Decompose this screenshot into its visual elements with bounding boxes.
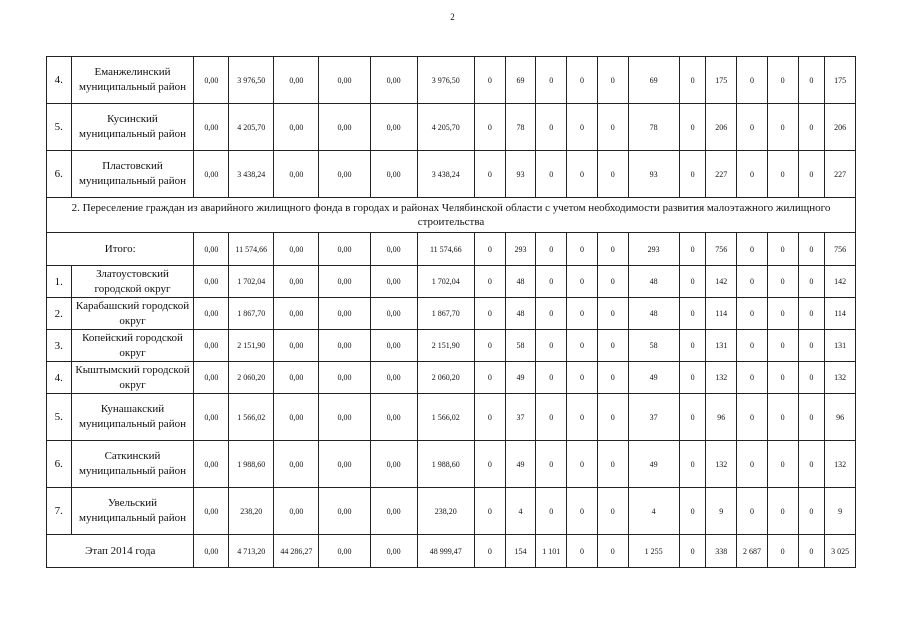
table-cell: 0,00 <box>274 298 319 330</box>
table-row <box>47 151 856 198</box>
table-cell: 37 <box>505 394 536 441</box>
row-number: 3. <box>47 330 72 362</box>
table-cell: 0 <box>474 394 505 441</box>
table-cell: 0 <box>474 298 505 330</box>
municipality-name: Кунашакский муниципальный район <box>71 394 194 441</box>
table-cell: 175 <box>706 57 737 104</box>
table-cell: 3 025 <box>825 535 856 568</box>
table-cell: 0,00 <box>274 441 319 488</box>
table-cell: 0 <box>679 104 706 151</box>
table-cell: 0 <box>567 233 598 266</box>
table-cell: 0 <box>536 488 567 535</box>
table-cell: 1 702,04 <box>229 266 274 298</box>
table-cell: 48 999,47 <box>417 535 474 568</box>
table-cell: 69 <box>628 57 679 104</box>
table-cell: 0 <box>474 233 505 266</box>
table-cell: 756 <box>706 233 737 266</box>
table-cell: 0,00 <box>370 441 417 488</box>
table-cell: 0 <box>597 233 628 266</box>
table-cell: 0 <box>567 488 598 535</box>
municipality-name: Карабашский городской округ <box>71 298 194 330</box>
table-cell: 93 <box>628 151 679 198</box>
table-cell: 11 574,66 <box>417 233 474 266</box>
table-cell: 0,00 <box>370 488 417 535</box>
table-cell: 0,00 <box>319 535 370 568</box>
table-cell: 0,00 <box>370 394 417 441</box>
table-cell: 3 438,24 <box>417 151 474 198</box>
table-cell: 3 976,50 <box>229 57 274 104</box>
table-cell: 0,00 <box>319 151 370 198</box>
row-number: 6. <box>47 151 72 198</box>
table-cell: 0 <box>474 57 505 104</box>
table-cell: 0 <box>597 394 628 441</box>
row-number: 5. <box>47 394 72 441</box>
table-cell: 2 060,20 <box>417 362 474 394</box>
table-row <box>47 441 856 488</box>
table-cell: 0 <box>536 330 567 362</box>
table-cell: 49 <box>505 441 536 488</box>
table-cell: 0 <box>567 104 598 151</box>
table-cell: 0 <box>597 362 628 394</box>
table-cell: 0,00 <box>370 266 417 298</box>
municipality-name: Еманжелинский муниципальный район <box>71 57 194 104</box>
table-cell: 206 <box>706 104 737 151</box>
table-cell: 4 205,70 <box>229 104 274 151</box>
table-cell: 0 <box>679 266 706 298</box>
table-cell: 1 566,02 <box>229 394 274 441</box>
table-cell: 0,00 <box>319 298 370 330</box>
table-cell: 142 <box>706 266 737 298</box>
table-cell: 1 988,60 <box>417 441 474 488</box>
table-cell: 48 <box>505 266 536 298</box>
stage-label: Этап 2014 года <box>47 535 194 568</box>
table-cell: 0 <box>767 362 798 394</box>
table-cell: 0,00 <box>319 330 370 362</box>
table-cell: 0 <box>767 104 798 151</box>
table-cell: 0 <box>767 535 798 568</box>
table-cell: 0 <box>597 151 628 198</box>
table-cell: 0 <box>536 233 567 266</box>
table-cell: 0 <box>767 151 798 198</box>
table-cell: 338 <box>706 535 737 568</box>
table-cell: 0,00 <box>194 362 229 394</box>
table-cell: 0,00 <box>370 57 417 104</box>
table-cell: 1 867,70 <box>229 298 274 330</box>
table-cell: 0 <box>767 57 798 104</box>
table-cell: 0 <box>567 266 598 298</box>
table-cell: 0 <box>798 151 825 198</box>
table-cell: 0 <box>679 362 706 394</box>
table-cell: 0 <box>737 57 768 104</box>
table-cell: 0 <box>737 488 768 535</box>
table-cell: 0,00 <box>194 441 229 488</box>
table-cell: 0 <box>737 394 768 441</box>
table-cell: 0 <box>767 441 798 488</box>
table-cell: 0 <box>474 441 505 488</box>
table-cell: 0 <box>536 441 567 488</box>
table-cell: 0 <box>474 151 505 198</box>
table-cell: 0 <box>679 441 706 488</box>
table-cell: 4 205,70 <box>417 104 474 151</box>
table-cell: 0,00 <box>194 488 229 535</box>
table-cell: 227 <box>825 151 856 198</box>
table-row <box>47 330 856 362</box>
table-cell: 132 <box>825 441 856 488</box>
table-cell: 0 <box>679 394 706 441</box>
table-cell: 0,00 <box>370 535 417 568</box>
table-cell: 0,00 <box>194 151 229 198</box>
table-cell: 0 <box>798 298 825 330</box>
municipality-name: Увельский муниципальный район <box>71 488 194 535</box>
table-cell: 0 <box>567 151 598 198</box>
table-cell: 0,00 <box>319 266 370 298</box>
table-cell: 78 <box>628 104 679 151</box>
table-cell: 0 <box>798 104 825 151</box>
table-cell: 0 <box>798 330 825 362</box>
table-cell: 293 <box>505 233 536 266</box>
row-number: 7. <box>47 488 72 535</box>
table-cell: 0 <box>597 57 628 104</box>
table-cell: 0 <box>798 394 825 441</box>
table-cell: 0 <box>567 394 598 441</box>
table-cell: 0,00 <box>194 330 229 362</box>
table-cell: 0 <box>679 535 706 568</box>
table-cell: 0 <box>597 104 628 151</box>
municipality-name: Кыштымский городской округ <box>71 362 194 394</box>
table-cell: 0,00 <box>370 104 417 151</box>
table-cell: 96 <box>825 394 856 441</box>
stage-total-row <box>47 535 856 568</box>
table-cell: 0 <box>597 535 628 568</box>
table-cell: 0 <box>737 151 768 198</box>
table-cell: 4 <box>628 488 679 535</box>
row-number: 4. <box>47 362 72 394</box>
table-cell: 293 <box>628 233 679 266</box>
table-cell: 0 <box>536 151 567 198</box>
table-cell: 0,00 <box>370 298 417 330</box>
table-cell: 0 <box>567 57 598 104</box>
table-cell: 78 <box>505 104 536 151</box>
table-cell: 142 <box>825 266 856 298</box>
table-cell: 114 <box>825 298 856 330</box>
table-cell: 0,00 <box>274 57 319 104</box>
table-cell: 0 <box>597 298 628 330</box>
resettlement-table <box>46 56 856 568</box>
table-cell: 0 <box>536 104 567 151</box>
table-cell: 0 <box>567 441 598 488</box>
section-title: 2. Переселение граждан из аварийного жилищного фонда в городах и районах Челябинской области с учетом необходимости развития малоэтажного жилищного строительства <box>47 198 856 233</box>
table-cell: 132 <box>825 362 856 394</box>
table-cell: 0 <box>474 330 505 362</box>
table-row <box>47 488 856 535</box>
table-cell: 0,00 <box>370 362 417 394</box>
table-cell: 0 <box>737 298 768 330</box>
table-cell: 1 101 <box>536 535 567 568</box>
table-cell: 154 <box>505 535 536 568</box>
table-cell: 48 <box>628 266 679 298</box>
table-cell: 48 <box>505 298 536 330</box>
table-cell: 0 <box>597 330 628 362</box>
table-cell: 0,00 <box>194 233 229 266</box>
table-cell: 131 <box>825 330 856 362</box>
table-cell: 4 713,20 <box>229 535 274 568</box>
table-cell: 4 <box>505 488 536 535</box>
table-cell: 1 255 <box>628 535 679 568</box>
table-cell: 238,20 <box>229 488 274 535</box>
table-cell: 0 <box>737 266 768 298</box>
table-cell: 2 151,90 <box>417 330 474 362</box>
total-row <box>47 233 856 266</box>
table-cell: 0 <box>536 362 567 394</box>
table-cell: 0 <box>679 488 706 535</box>
row-number: 1. <box>47 266 72 298</box>
table-cell: 0 <box>767 488 798 535</box>
total-label: Итого: <box>47 233 194 266</box>
table-cell: 0,00 <box>319 362 370 394</box>
table-cell: 0 <box>767 394 798 441</box>
table-cell: 49 <box>628 441 679 488</box>
municipality-name: Пластовский муниципальный район <box>71 151 194 198</box>
row-number: 4. <box>47 57 72 104</box>
table-cell: 0,00 <box>319 441 370 488</box>
municipality-name: Кусинский муниципальный район <box>71 104 194 151</box>
table-cell: 0 <box>536 298 567 330</box>
table-cell: 0 <box>474 104 505 151</box>
table-cell: 0 <box>737 104 768 151</box>
table-cell: 114 <box>706 298 737 330</box>
row-number: 6. <box>47 441 72 488</box>
table-cell: 0 <box>737 233 768 266</box>
table-cell: 206 <box>825 104 856 151</box>
table-cell: 93 <box>505 151 536 198</box>
table-cell: 0 <box>737 330 768 362</box>
table-cell: 1 566,02 <box>417 394 474 441</box>
table-cell: 0,00 <box>319 233 370 266</box>
table-row <box>47 298 856 330</box>
table-cell: 132 <box>706 441 737 488</box>
table-cell: 0 <box>679 233 706 266</box>
table-cell: 0,00 <box>370 233 417 266</box>
table-row <box>47 104 856 151</box>
table-cell: 0 <box>798 362 825 394</box>
table-cell: 0 <box>474 266 505 298</box>
table-cell: 0,00 <box>370 330 417 362</box>
table-body <box>47 57 856 568</box>
table-cell: 48 <box>628 298 679 330</box>
table-cell: 756 <box>825 233 856 266</box>
table-cell: 0 <box>474 535 505 568</box>
table-cell: 0 <box>798 233 825 266</box>
table-cell: 0 <box>737 441 768 488</box>
table-cell: 0 <box>567 298 598 330</box>
table-cell: 49 <box>628 362 679 394</box>
table-cell: 1 867,70 <box>417 298 474 330</box>
row-number: 5. <box>47 104 72 151</box>
table-cell: 238,20 <box>417 488 474 535</box>
table-cell: 1 988,60 <box>229 441 274 488</box>
table-cell: 0 <box>474 362 505 394</box>
table-cell: 227 <box>706 151 737 198</box>
table-cell: 0,00 <box>274 266 319 298</box>
table-cell: 0,00 <box>319 394 370 441</box>
table-cell: 0,00 <box>274 488 319 535</box>
section-row <box>47 198 856 233</box>
municipality-name: Саткинский муниципальный район <box>71 441 194 488</box>
table-cell: 0 <box>767 266 798 298</box>
table-cell: 0,00 <box>194 104 229 151</box>
table-cell: 0 <box>679 57 706 104</box>
table-cell: 0 <box>567 535 598 568</box>
table-cell: 0 <box>597 441 628 488</box>
table-cell: 0 <box>737 362 768 394</box>
table-cell: 0 <box>567 330 598 362</box>
table-cell: 0,00 <box>274 151 319 198</box>
table-cell: 0 <box>536 394 567 441</box>
table-cell: 0,00 <box>274 330 319 362</box>
table-row <box>47 362 856 394</box>
page-number: 2 <box>450 12 455 22</box>
table-cell: 0,00 <box>274 104 319 151</box>
table-cell: 2 687 <box>737 535 768 568</box>
table-cell: 0,00 <box>274 233 319 266</box>
table-cell: 0 <box>536 266 567 298</box>
municipality-name: Копейский городской округ <box>71 330 194 362</box>
table-cell: 3 976,50 <box>417 57 474 104</box>
table-cell: 0,00 <box>370 151 417 198</box>
table-cell: 0 <box>536 57 567 104</box>
table-cell: 0 <box>597 266 628 298</box>
table-cell: 9 <box>825 488 856 535</box>
table-cell: 0 <box>567 362 598 394</box>
table-cell: 0 <box>798 441 825 488</box>
table-cell: 0,00 <box>274 394 319 441</box>
table-cell: 0 <box>679 330 706 362</box>
table-cell: 0,00 <box>319 488 370 535</box>
table-cell: 0,00 <box>194 394 229 441</box>
table-cell: 0 <box>767 330 798 362</box>
table-cell: 3 438,24 <box>229 151 274 198</box>
table-cell: 0,00 <box>194 535 229 568</box>
table-cell: 0 <box>798 488 825 535</box>
table-cell: 0 <box>767 298 798 330</box>
table-cell: 44 286,27 <box>274 535 319 568</box>
table-cell: 132 <box>706 362 737 394</box>
table-cell: 175 <box>825 57 856 104</box>
table-cell: 2 060,20 <box>229 362 274 394</box>
table-cell: 69 <box>505 57 536 104</box>
table-cell: 0 <box>798 535 825 568</box>
table-row <box>47 394 856 441</box>
table-cell: 1 702,04 <box>417 266 474 298</box>
table-cell: 11 574,66 <box>229 233 274 266</box>
table-cell: 0 <box>798 57 825 104</box>
table-cell: 131 <box>706 330 737 362</box>
table-row <box>47 57 856 104</box>
row-number: 2. <box>47 298 72 330</box>
table-cell: 0 <box>597 488 628 535</box>
table-cell: 49 <box>505 362 536 394</box>
table-cell: 58 <box>505 330 536 362</box>
table-cell: 0,00 <box>274 362 319 394</box>
table-cell: 9 <box>706 488 737 535</box>
table-cell: 0,00 <box>194 298 229 330</box>
table-cell: 0,00 <box>319 104 370 151</box>
table-cell: 0,00 <box>319 57 370 104</box>
table-cell: 0 <box>767 233 798 266</box>
table-cell: 0 <box>798 266 825 298</box>
table-cell: 37 <box>628 394 679 441</box>
table-cell: 58 <box>628 330 679 362</box>
table-cell: 2 151,90 <box>229 330 274 362</box>
table-cell: 0 <box>474 488 505 535</box>
table-cell: 96 <box>706 394 737 441</box>
table-cell: 0 <box>679 151 706 198</box>
table-cell: 0,00 <box>194 266 229 298</box>
table-cell: 0 <box>679 298 706 330</box>
table-row <box>47 266 856 298</box>
table-cell: 0,00 <box>194 57 229 104</box>
municipality-name: Златоустовский городской округ <box>71 266 194 298</box>
